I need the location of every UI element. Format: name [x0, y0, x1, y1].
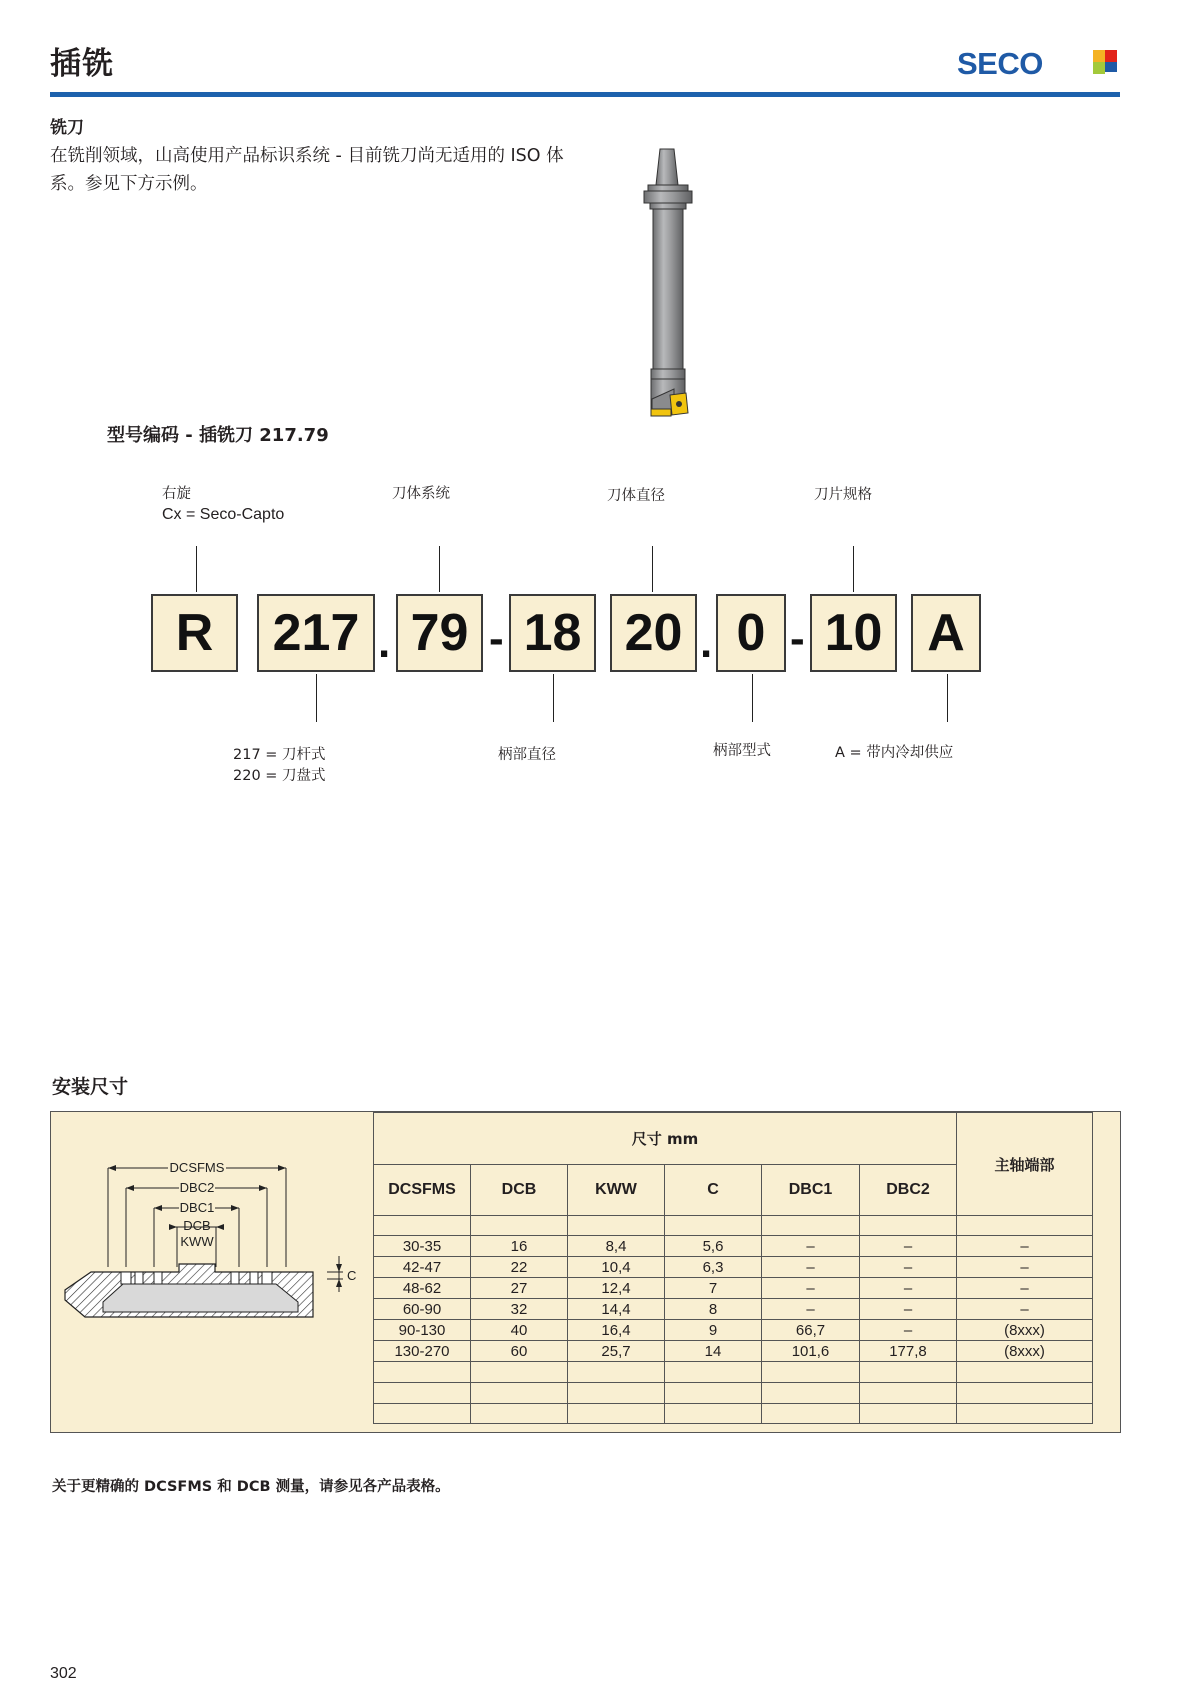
label-shank-type: 柄部型式	[713, 743, 771, 759]
table-cell: 27	[471, 1278, 568, 1299]
table-cell: –	[860, 1236, 957, 1257]
mounting-dimensions-table	[373, 1112, 1093, 1424]
diagram-label-dcb: DCB	[183, 1218, 211, 1233]
logo-square-3	[1093, 62, 1105, 74]
table-cell: 8,4	[568, 1236, 665, 1257]
section-heading: 铣刀	[50, 118, 84, 138]
code-separator: .	[378, 618, 391, 667]
table-cell: 32	[471, 1299, 568, 1320]
label-hand-of-cut: 右旋	[162, 486, 191, 502]
table-cell: –	[860, 1278, 957, 1299]
table-cell: (8xxx)	[957, 1341, 1093, 1362]
leader-line	[752, 674, 753, 722]
code-box-shank-diameter: 18	[509, 594, 596, 672]
table-cell: 60-90	[374, 1299, 471, 1320]
label-coolant: A = 带内冷却供应	[835, 745, 954, 761]
table-row	[374, 1341, 1093, 1362]
coding-title: 型号编码 - 插铣刀 217.79	[107, 425, 329, 446]
code-box-coolant: A	[911, 594, 981, 672]
table-cell: 40	[471, 1320, 568, 1341]
dimensions-group-header: 尺寸 mm	[374, 1113, 957, 1165]
code-box-style: 217	[257, 594, 375, 672]
table-cell: –	[762, 1257, 860, 1278]
footnote: 关于更精确的 DCSFMS 和 DCB 测量，请参见各产品表格。	[52, 1479, 450, 1495]
table-cell: 30-35	[374, 1236, 471, 1257]
intro-line-2: 系。参见下方示例。	[50, 174, 208, 194]
leader-line	[196, 546, 197, 592]
table-cell: 90-130	[374, 1320, 471, 1341]
spacer-row	[374, 1383, 1093, 1404]
intro-line-1: 在铣削领域，山高使用产品标识系统 - 目前铣刀尚无适用的 ISO 体	[50, 146, 564, 166]
label-shank-diameter: 柄部直径	[498, 747, 556, 763]
seco-logo	[957, 44, 1117, 84]
diagram-label-dbc2: DBC2	[179, 1180, 215, 1195]
column-header: DBC1	[762, 1165, 860, 1216]
table-cell: –	[860, 1320, 957, 1341]
table-cell: –	[762, 1299, 860, 1320]
code-box-body-system: 79	[396, 594, 483, 672]
table-cell: –	[957, 1257, 1093, 1278]
label-style-220: 220 = 刀盘式	[233, 768, 326, 784]
code-separator: .	[700, 618, 713, 667]
page-title: 插铣	[50, 46, 114, 82]
leader-line	[439, 546, 440, 592]
table-cell: –	[860, 1257, 957, 1278]
table-cell: 5,6	[665, 1236, 762, 1257]
leader-line	[853, 546, 854, 592]
table-cell: 48-62	[374, 1278, 471, 1299]
table-cell: 16,4	[568, 1320, 665, 1341]
table-cell: 9	[665, 1320, 762, 1341]
diagram-label-c: C	[347, 1268, 357, 1283]
table-cell: –	[957, 1236, 1093, 1257]
leader-line	[652, 546, 653, 592]
table-cell: 16	[471, 1236, 568, 1257]
label-body-diameter: 刀体直径	[607, 488, 665, 504]
diagram-label-kww: KWW	[180, 1234, 214, 1249]
label-capto: Cx = Seco-Capto	[162, 506, 285, 523]
diagram-label-dcsfms: DCSFMS	[169, 1160, 225, 1175]
table-row	[374, 1257, 1093, 1278]
logo-square-1	[1093, 50, 1105, 62]
column-header: DCB	[471, 1165, 568, 1216]
code-separator: -	[489, 614, 504, 663]
table-cell: (8xxx)	[957, 1320, 1093, 1341]
label-body-system: 刀体系统	[392, 486, 450, 502]
table-cell: 6,3	[665, 1257, 762, 1278]
leader-line	[947, 674, 948, 722]
spacer-row	[374, 1362, 1093, 1383]
table-cell: 101,6	[762, 1341, 860, 1362]
logo-text: SECO	[957, 46, 1043, 81]
code-box-insert-size: 10	[810, 594, 897, 672]
code-box-hand: R	[151, 594, 238, 672]
logo-square-2	[1105, 50, 1117, 62]
code-box-body-diameter: 20	[610, 594, 697, 672]
table-cell: 7	[665, 1278, 762, 1299]
table-cell: –	[860, 1299, 957, 1320]
table-cell: 42-47	[374, 1257, 471, 1278]
plunge-mill-tool-image	[626, 147, 710, 418]
spindle-header: 主轴端部	[957, 1113, 1093, 1216]
table-cell: 60	[471, 1341, 568, 1362]
label-style-217: 217 = 刀杆式	[233, 747, 326, 763]
column-header: DBC2	[860, 1165, 957, 1216]
table-cell: 25,7	[568, 1341, 665, 1362]
table-cell: 12,4	[568, 1278, 665, 1299]
table-cell: 14	[665, 1341, 762, 1362]
logo-square-4	[1105, 62, 1117, 72]
column-header: KWW	[568, 1165, 665, 1216]
table-row	[374, 1236, 1093, 1257]
page-number: 302	[50, 1665, 77, 1682]
column-header: C	[665, 1165, 762, 1216]
mounting-heading: 安装尺寸	[52, 1076, 129, 1098]
spacer-row	[374, 1216, 1093, 1236]
column-header: DCSFMS	[374, 1165, 471, 1216]
intro-text	[50, 142, 632, 198]
header-rule	[50, 92, 1120, 97]
label-insert-size: 刀片规格	[814, 487, 872, 503]
table-cell: 14,4	[568, 1299, 665, 1320]
table-cell: 22	[471, 1257, 568, 1278]
table-cell: –	[957, 1299, 1093, 1320]
leader-line	[316, 674, 317, 722]
table-cell: 8	[665, 1299, 762, 1320]
table-cell: –	[957, 1278, 1093, 1299]
table-cell: 66,7	[762, 1320, 860, 1341]
table-row	[374, 1278, 1093, 1299]
table-row	[374, 1299, 1093, 1320]
leader-line	[553, 674, 554, 722]
table-cell: 130-270	[374, 1341, 471, 1362]
mounting-panel	[50, 1111, 1121, 1433]
code-separator: -	[790, 614, 805, 663]
spacer-row	[374, 1404, 1093, 1424]
table-cell: –	[762, 1278, 860, 1299]
table-cell: 10,4	[568, 1257, 665, 1278]
table-row	[374, 1320, 1093, 1341]
table-cell: 177,8	[860, 1341, 957, 1362]
diagram-label-dbc1: DBC1	[179, 1200, 215, 1215]
code-box-shank-type: 0	[716, 594, 786, 672]
mounting-diagram	[51, 1112, 373, 1432]
table-cell: –	[762, 1236, 860, 1257]
